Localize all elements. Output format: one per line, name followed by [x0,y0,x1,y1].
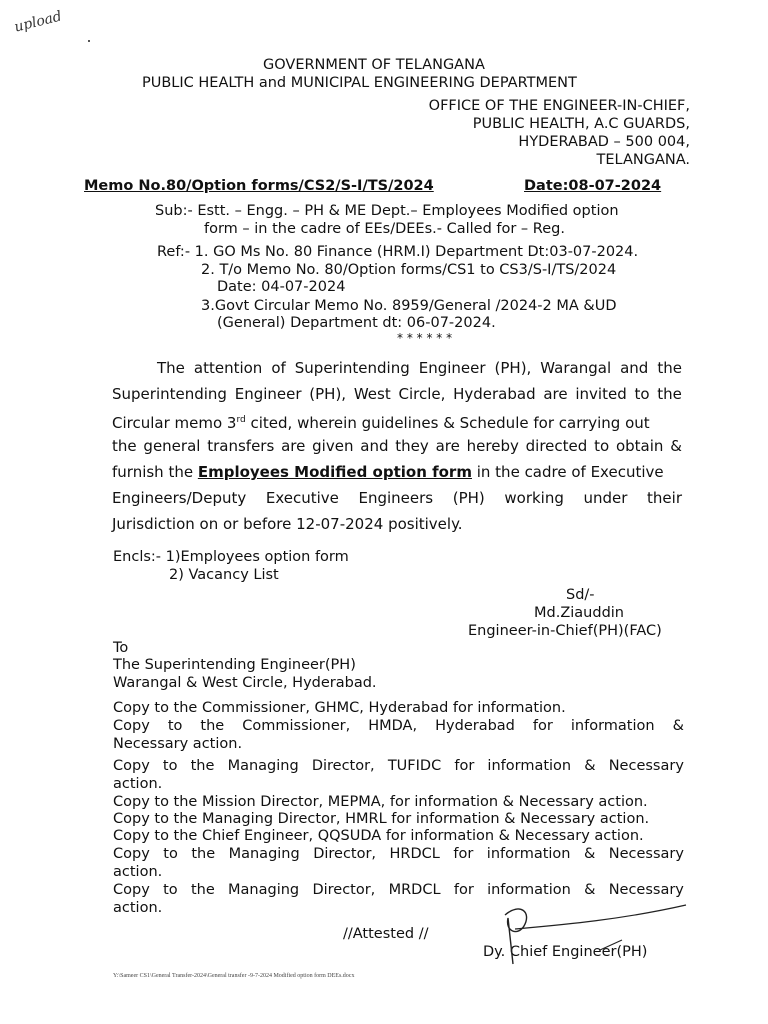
word: to [594,437,610,455]
word: & [584,758,596,774]
subject-line-2: form – in the cadre of EEs/DEEs.- Called for – Reg. [204,221,565,237]
copy-line: Copy to the Commissioner, GHMC, Hyderabad for information. [113,700,566,716]
word: TUFIDC [387,758,442,774]
word: the [657,359,682,377]
copy-line: action. [113,900,163,916]
attested-label: //Attested // [343,926,429,942]
word: Superintending [112,385,227,403]
word: Copy [113,882,150,898]
word: Copy [113,718,150,734]
copy-line: Copy to the Mission Director, MEPMA, for information & Necessary action. [113,794,648,810]
reference-3-cont: (General) Department dt: 06-07-2024. [217,315,496,331]
word: the [112,437,137,455]
word: & [672,718,684,734]
copy-line [113,718,684,735]
header-office-line-2: PUBLIC HEALTH, A.C GUARDS, [472,116,690,132]
body-line-6 [112,489,682,507]
memo-date: Date:08-07-2024 [524,178,662,194]
word: transfers [207,437,275,455]
word: Engineer [234,385,302,403]
word: to [167,718,183,734]
word: & [584,882,596,898]
body-line-4 [112,437,682,455]
body-line-2 [112,385,682,403]
word: Engineers/Deputy [112,489,247,507]
word: Necessary [608,882,684,898]
word: the [200,718,225,734]
signature-title: Engineer-in-Chief(PH)(FAC) [468,623,662,639]
word: Executive [265,489,339,507]
word: of [271,359,286,377]
body-line-7: Jurisdiction on or before 12-07-2024 positively. [112,515,463,533]
word: Managing [228,882,300,898]
word: and [360,437,389,455]
body-line-1 [157,359,682,377]
word: and [620,359,649,377]
body-line-3: Circular memo 3rd cited, wherein guidelines & Schedule for carrying out [112,414,650,432]
word: The [157,359,185,377]
word: Engineer [418,359,486,377]
word: are [543,385,568,403]
word: information [487,758,572,774]
word: HMDA, [368,718,418,734]
handwritten-upload-note: upload [12,8,64,36]
word: (PH), [494,359,532,377]
word: to [162,758,178,774]
word: invited [575,385,627,403]
word: West [353,385,391,403]
word: under [583,489,628,507]
enclosure-2: 2) Vacancy List [169,567,279,583]
word: working [504,489,564,507]
word: Hyderabad [435,718,515,734]
copy-line: Copy to the Managing Director, HMRL for information & Necessary action. [113,811,650,827]
word: & [670,437,682,455]
copy-line: Necessary action. [113,736,243,752]
dy-chief-engineer-title: Dy. Chief Engineer(PH) [483,944,648,960]
word: are [281,437,306,455]
signature-name: Md.Ziauddin [534,605,624,621]
word: Warangal [540,359,612,377]
word: Managing [228,846,300,862]
word: obtain [615,437,664,455]
word: they [395,437,429,455]
word: the [190,882,215,898]
to-addressee-line-2: Warangal & West Circle, Hyderabad. [113,675,377,691]
header-office-line-4: TELANGANA. [596,152,690,168]
subject-line-1: Sub:- Estt. – Engg. – PH & ME Dept.– Employees Modified option [155,203,619,219]
word: Managing [227,758,299,774]
word: Circle, [398,385,446,403]
word: information [570,718,655,734]
to-label: To [113,640,129,656]
header-office-line-1: OFFICE OF THE ENGINEER-IN-CHIEF, [428,98,690,114]
word: HRDCL [389,846,440,862]
copy-line [113,758,684,775]
word: for [532,718,553,734]
word: for [453,846,474,862]
enclosure-1: Encls:- 1)Employees option form [113,549,349,565]
word: Copy [113,758,150,774]
word: to [634,385,650,403]
signature-sd: Sd/- [566,587,595,603]
separator-stars: * * * * * * [397,331,453,345]
copy-line: Copy to the Chief Engineer, QQSUDA for information & Necessary action. [113,828,644,844]
word: (PH) [452,489,485,507]
copy-line [113,846,684,863]
reference-1: Ref:- 1. GO Ms No. 80 Finance (HRM.I) Department Dt:03-07-2024. [157,244,639,260]
word: for [453,882,474,898]
word: Copy [113,846,150,862]
header-department: PUBLIC HEALTH and MUNICIPAL ENGINEERING DEPARTMENT [142,75,577,91]
header-office-line-3: HYDERABAD – 500 004, [518,134,690,150]
footer-file-path: Y:\Sameer CS1\General Transfer-2024\General transfer -9-7-2024 Modified option form DEEs.docx [113,973,355,979]
word: the [191,846,216,862]
word: Necessary [608,758,684,774]
word: Director, [311,758,375,774]
word: general [143,437,201,455]
word: given [312,437,354,455]
word: are [435,437,460,455]
word: information [486,846,571,862]
word: to [163,846,178,862]
word: (PH), [309,385,347,403]
word: Engineers [358,489,434,507]
copy-line: action. [113,864,163,880]
reference-2: 2. T/o Memo No. 80/Option forms/CS1 to CS3/S-I/TS/2024 [201,262,617,278]
word: attention [193,359,263,377]
modified-option-form-emphasis: Employees Modified option form [197,463,472,481]
word: Superintending [294,359,410,377]
word: directed [525,437,588,455]
copy-line: action. [113,776,163,792]
pen-dot [88,40,90,42]
body-line-5: furnish the Employees Modified option form in the cadre of Executive [112,463,664,481]
word: to [163,882,178,898]
reference-3: 3.Govt Circular Memo No. 8959/General /2024-2 MA &UD [201,298,617,314]
header-government: GOVERNMENT OF TELANGANA [263,57,485,73]
word: & [583,846,596,862]
word: Commissioner, [242,718,351,734]
word: information [487,882,571,898]
word: Necessary [608,846,684,862]
word: for [454,758,475,774]
word: Director, [312,882,376,898]
word: their [647,489,682,507]
word: hereby [466,437,519,455]
word: the [190,758,215,774]
memo-number: Memo No.80/Option forms/CS2/S-I/TS/2024 [84,178,434,194]
word: Director, [313,846,377,862]
word: Hyderabad [453,385,536,403]
to-addressee-line-1: The Superintending Engineer(PH) [113,657,356,673]
word: MRDCL [388,882,441,898]
copy-line [113,882,684,899]
reference-2-date: Date: 04-07-2024 [217,279,346,295]
word: the [657,385,682,403]
